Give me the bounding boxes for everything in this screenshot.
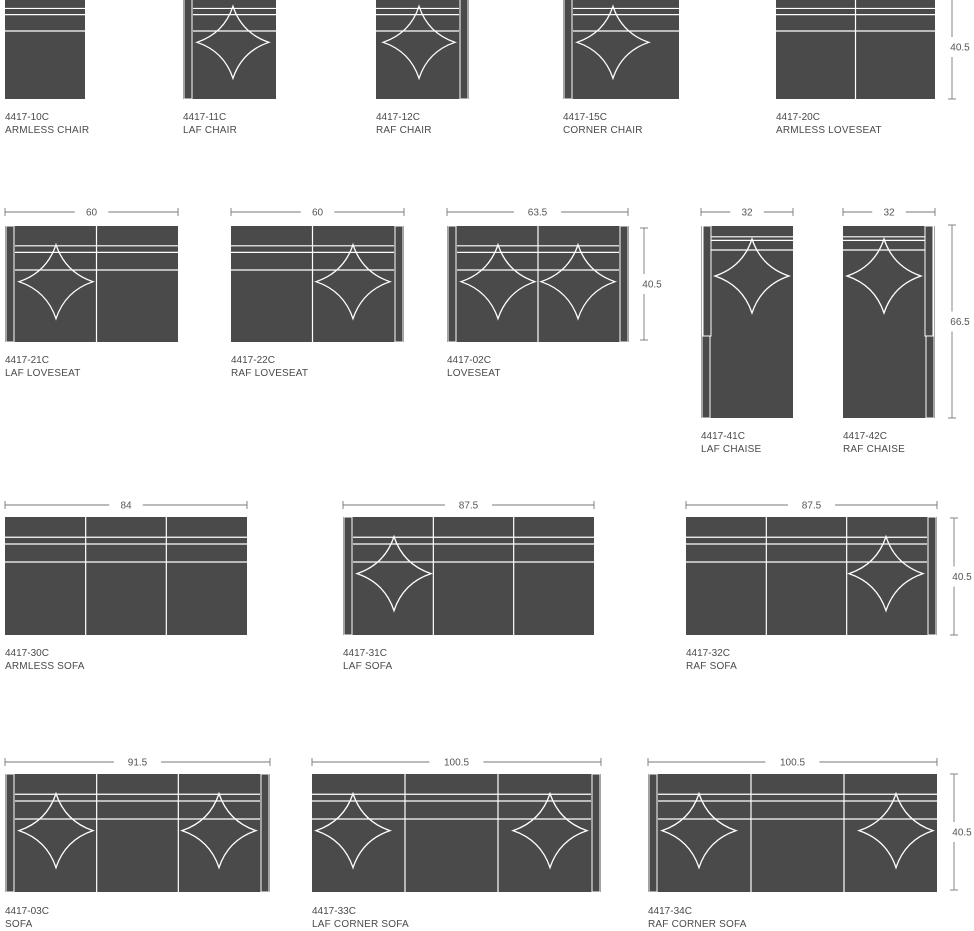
upholstery-body [343,517,594,635]
width-dimension [648,758,937,769]
piece-name: RAF CHAIR [376,125,432,136]
width-dimension [843,208,935,219]
upholstery-body [701,226,793,418]
svg-text:66.5: 66.5 [950,317,970,328]
piece-code: 4417-22C [231,355,275,366]
piece-name: RAF LOVESEAT [231,368,309,379]
piece-4417-21c [5,226,178,379]
width-dimension [5,208,178,219]
piece-code: 4417-02C [447,355,491,366]
width-dimension [701,208,793,219]
piece-4417-11c [183,0,276,136]
svg-text:40.5: 40.5 [950,42,970,54]
piece-code: 4417-21C [5,355,49,366]
left-arm [448,226,456,342]
svg-text:87.5: 87.5 [801,500,822,512]
right-arm [460,0,468,99]
width-dimension [5,501,247,512]
upholstery-body [648,774,937,892]
upholstery-body [5,517,247,635]
depth-dimension [950,518,972,635]
svg-text:40.5: 40.5 [642,279,662,291]
piece-4417-33c [312,774,601,930]
right-arm [395,226,403,342]
piece-code: 4417-20C [776,112,820,123]
chaise-arm [925,226,933,336]
piece-code: 4417-34C [648,906,692,917]
svg-text:100.5: 100.5 [443,757,470,769]
right-arm [261,774,269,892]
depth-dimension [950,774,972,890]
piece-name: LAF CORNER SOFA [312,919,409,930]
svg-text:32: 32 [741,207,753,219]
piece-name: ARMLESS CHAIR [5,125,90,136]
svg-text:84: 84 [120,500,132,512]
piece-name: SOFA [5,919,33,930]
piece-name: RAF SOFA [686,661,738,672]
upholstery-body [5,226,178,342]
piece-4417-41c [701,226,793,455]
left-arm [184,0,192,99]
width-dimension [343,501,594,512]
left-arm [649,774,657,892]
depth-dimension [640,228,662,340]
piece-name: LAF CHAIR [183,125,238,136]
piece-name: LOVESEAT [447,368,501,379]
width-dimension [686,501,937,512]
piece-4417-42c [843,226,935,455]
svg-text:32: 32 [883,207,895,219]
width-dimension [5,758,270,769]
svg-text:100.5: 100.5 [779,757,806,769]
piece-code: 4417-31C [343,648,387,659]
width-dimension [447,208,628,219]
piece-4417-20c [776,0,935,136]
piece-code: 4417-32C [686,648,730,659]
width-dimension [231,208,404,219]
upholstery-body [312,774,601,892]
left-arm [564,0,572,99]
depth-dimension [948,225,970,418]
upholstery-body [686,517,937,635]
piece-4417-34c [648,774,937,930]
piece-code: 4417-15C [563,112,607,123]
piece-name: LAF LOVESEAT [5,368,81,379]
right-arm [592,774,600,892]
piece-code: 4417-33C [312,906,356,917]
depth-dimension [948,0,970,99]
piece-code: 4417-10C [5,112,49,123]
left-arm [6,226,14,342]
piece-4417-15c [563,0,679,136]
piece-name: ARMLESS SOFA [5,661,85,672]
chaise-arm [703,226,711,336]
piece-name: RAF CORNER SOFA [648,919,747,930]
upholstery-body [5,774,270,892]
upholstery-body [843,226,935,418]
svg-text:40.5: 40.5 [952,827,972,839]
piece-4417-31c [343,517,594,672]
svg-text:91.5: 91.5 [127,757,148,769]
piece-name: LAF SOFA [343,661,393,672]
piece-4417-02c [447,226,629,379]
piece-name: RAF CHAISE [843,444,906,455]
piece-4417-03c [5,774,270,930]
piece-code: 4417-42C [843,431,887,442]
upholstery-body [231,226,404,342]
right-arm [928,517,936,635]
piece-code: 4417-11C [183,112,227,123]
piece-4417-32c [686,517,937,672]
svg-text:87.5: 87.5 [458,500,479,512]
svg-text:60: 60 [85,207,98,219]
right-arm [620,226,628,342]
piece-code: 4417-30C [5,648,49,659]
piece-name: CORNER CHAIR [563,125,643,136]
svg-text:60: 60 [311,207,324,219]
svg-text:40.5: 40.5 [952,572,972,583]
piece-name: LAF CHAISE [701,444,762,455]
piece-code: 4417-41C [701,431,745,442]
piece-name: ARMLESS LOVESEAT [776,125,882,136]
width-dimension [312,758,601,769]
piece-4417-10c [5,0,89,136]
piece-4417-22c [231,226,404,379]
left-arm [344,517,352,635]
piece-4417-12c [376,0,469,136]
piece-code: 4417-12C [376,112,420,123]
svg-text:63.5: 63.5 [527,207,548,219]
piece-code: 4417-03C [5,906,49,917]
left-arm [6,774,14,892]
piece-4417-30c [5,517,247,672]
